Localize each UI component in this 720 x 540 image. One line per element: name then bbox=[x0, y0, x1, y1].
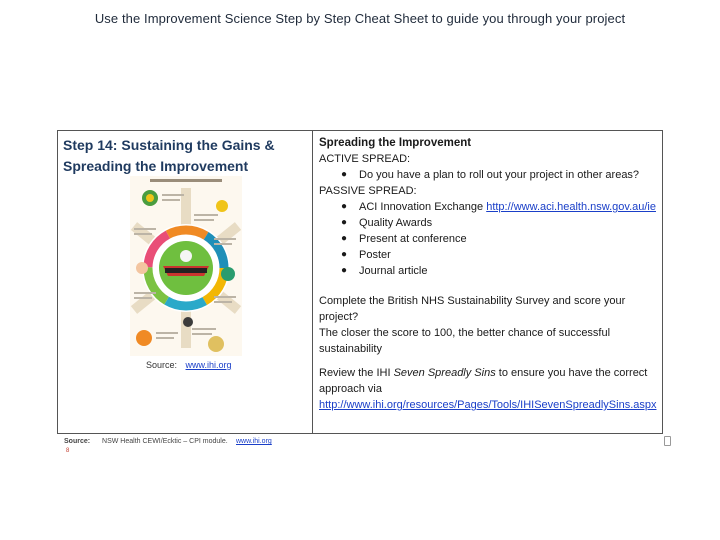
infographic-image bbox=[130, 176, 242, 356]
step-title: Step 14: Sustaining the Gains & Spreading the Improvement bbox=[63, 137, 275, 174]
below-source-label: Source: bbox=[64, 438, 91, 445]
right-column bbox=[313, 131, 662, 433]
passive-spread-list bbox=[319, 199, 656, 279]
spreading-heading: Spreading the Improvement bbox=[319, 137, 472, 149]
table-end-marker bbox=[664, 436, 671, 446]
active-spread-list bbox=[319, 167, 656, 183]
page-title: Use the Improvement Science Step by Step Cheat Sheet to guide you through your project bbox=[94, 11, 626, 26]
bullet-icon: ● bbox=[341, 233, 348, 244]
bullet-icon: ● bbox=[341, 201, 348, 212]
source-caption bbox=[146, 360, 232, 370]
passive-spread-label: PASSIVE SPREAD: bbox=[319, 185, 417, 197]
bullet-icon: ● bbox=[341, 169, 348, 180]
left-column bbox=[58, 131, 313, 433]
survey-line-1: Complete the British NHS Sustainability Survey and score your project? bbox=[319, 295, 626, 323]
below-source-text: NSW Health CEWI/Ecktic – CPI module. bbox=[102, 438, 228, 445]
list-item: ● ACI Innovation Exchange http://www.aci.health.nsw.gov.au/ie bbox=[341, 201, 656, 213]
active-spread-label: ACTIVE SPREAD: bbox=[319, 153, 411, 165]
content-table bbox=[57, 130, 663, 434]
below-source-link[interactable]: www.ihi.org bbox=[236, 438, 272, 445]
list-item: ● Poster bbox=[341, 249, 391, 261]
ihi-sins-link[interactable]: http://www.ihi.org/resources/Pages/Tools/IHISevenSpreadlySins.aspx bbox=[319, 399, 657, 411]
source-link[interactable]: www.ihi.org bbox=[185, 360, 232, 370]
list-item: ● Do you have a plan to roll out your project in other areas? bbox=[341, 169, 640, 181]
footnote-mark: 8 bbox=[66, 448, 70, 454]
survey-line-2: The closer the score to 100, the better chance of successful sustainability bbox=[319, 327, 611, 355]
bullet-icon: ● bbox=[341, 265, 348, 276]
list-item: ● Present at conference bbox=[341, 233, 467, 245]
source-label: Source: bbox=[146, 360, 178, 370]
review-line-2: approach via bbox=[319, 383, 382, 395]
bullet-icon: ● bbox=[341, 249, 348, 260]
review-paragraph: Review the IHI Seven Spreadly Sins to ensure you have the correct bbox=[319, 367, 648, 379]
list-item: ● Quality Awards bbox=[341, 217, 433, 229]
aci-link[interactable]: http://www.aci.health.nsw.gov.au/ie bbox=[486, 201, 656, 213]
sustainability-wheel-graphic bbox=[130, 176, 242, 356]
bullet-icon: ● bbox=[341, 217, 348, 228]
below-table-source bbox=[64, 438, 272, 445]
seven-spreadly-sins: Seven Spreadly Sins bbox=[393, 367, 496, 379]
list-item: ● Journal article bbox=[341, 265, 428, 277]
